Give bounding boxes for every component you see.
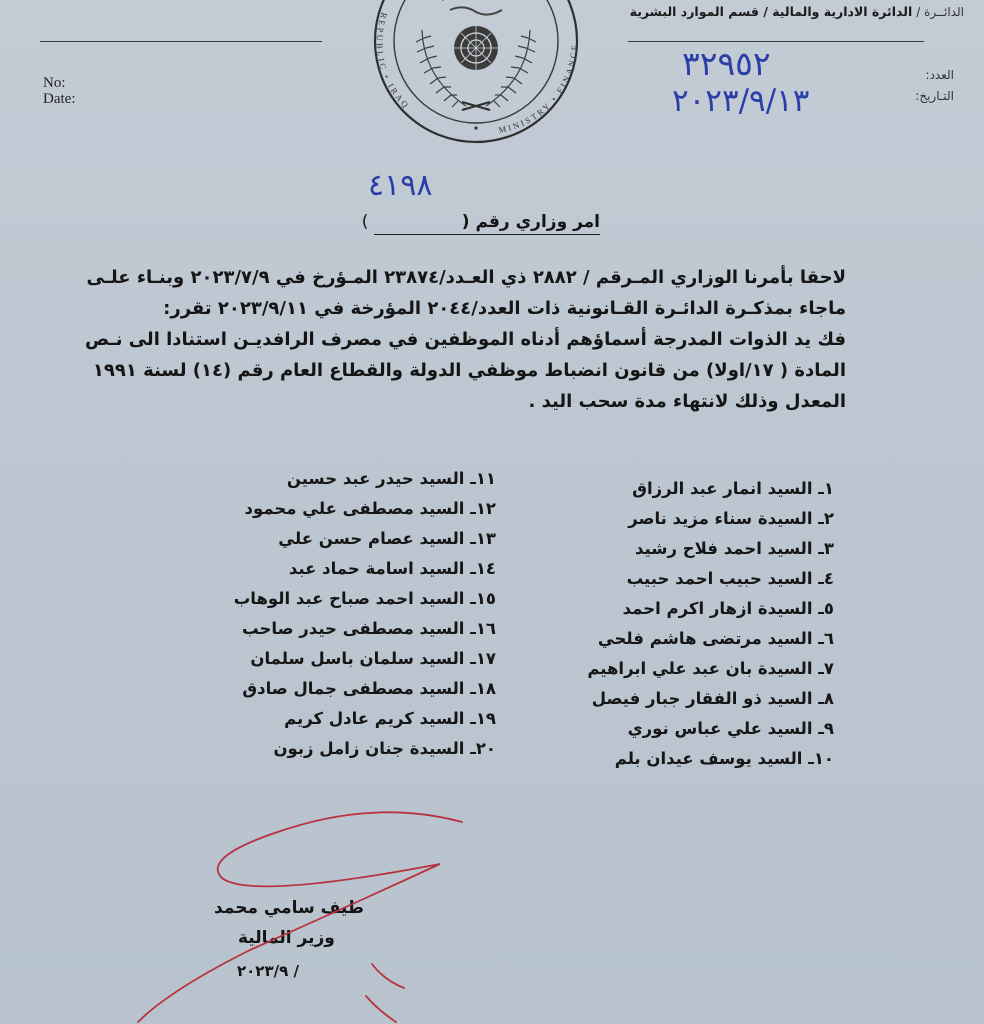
- list-item: ٩ـ السيد علي عباس نوري: [627, 719, 834, 738]
- list-item: ٢٠ـ السيدة جنان زامل زبون: [273, 739, 496, 758]
- body-line: فك يد الذوات المدرجة أسماؤهم أدناه الموظفين في مصرف الرافديـن استنادا الى نـص: [84, 329, 846, 350]
- list-item: ١٦ـ السيد مصطفى حيدر صاحب: [242, 619, 496, 638]
- no-label: No:: [43, 75, 66, 91]
- seal-text-left: REPUBLIC • IRAQ: [374, 11, 413, 112]
- number-label: العدد:: [925, 68, 954, 82]
- handwritten-reference-date: ٢٠٢٣/٩/١٣: [672, 83, 810, 119]
- list-item: ١٩ـ السيد كريم عادل كريم: [284, 709, 496, 728]
- list-item: ٤ـ السيد حبيب احمد حبيب: [626, 569, 834, 588]
- handwritten-reference-number: ٣٢٩٥٢: [682, 44, 771, 83]
- list-item: ١١ـ السيد حيدر عبد حسين: [286, 469, 496, 488]
- names-list-column-1: [587, 474, 834, 774]
- order-title-text: امر وزاري رقم (: [461, 212, 600, 232]
- signatory-name: طيف سامي محمد: [214, 898, 364, 918]
- ministry-seal-icon: [362, 0, 590, 144]
- order-title: [361, 212, 600, 235]
- signatory-title: وزير المالية: [238, 928, 335, 948]
- list-item: ١٣ـ السيد عصام حسن علي: [278, 529, 496, 548]
- body-line: المادة ( ١٧/اولا) من قانون انضباط موظفي الدولة والقطاع العام رقم (١٤) لسنة ١٩٩١: [92, 360, 846, 381]
- header-left-rule: [40, 41, 322, 42]
- list-item: ٦ـ السيد مرتضى هاشم فلحي: [597, 629, 834, 648]
- body-line: المعدل وذلك لانتهاء مدة سحب اليد .: [528, 391, 846, 412]
- list-item: ٢ـ السيدة سناء مزيد ناصر: [628, 509, 834, 528]
- list-item: ١٢ـ السيد مصطفى علي محمود: [244, 499, 496, 518]
- names-list-column-2: [234, 464, 496, 764]
- list-item: ١٧ـ السيد سلمان باسل سلمان: [250, 649, 496, 668]
- body-line: ماجاء بمذكـرة الدائـرة القـانونية ذات العدد/٢٠٤٤ المؤرخة في ٢٠٢٣/٩/١١ تقرر:: [163, 298, 846, 319]
- signature-date: / ٢٠٢٣/٩: [237, 962, 299, 980]
- list-item: ٨ـ السيد ذو الفقار جبار فيصل: [591, 689, 834, 708]
- date-label: Date:: [43, 91, 76, 107]
- order-body: [84, 262, 846, 417]
- handwritten-order-number: ٤١٩٨: [368, 168, 433, 203]
- seal-text-right: MINISTRY • FINANCE: [497, 42, 580, 136]
- department-label: الدائــرة /: [916, 5, 964, 19]
- list-item: ١٤ـ السيد اسامة حماد عبد: [288, 559, 496, 578]
- list-item: ١٨ـ السيد مصطفى جمال صادق: [242, 679, 496, 698]
- list-item: ٣ـ السيد احمد فلاح رشيد: [635, 539, 834, 558]
- order-title-close: ): [361, 212, 369, 232]
- list-item: ١٠ـ السيد يوسف عيدان بلم: [614, 749, 834, 768]
- list-item: ١ـ السيد انمار عبد الرزاق: [632, 479, 834, 498]
- department-value: الدائرة الادارية والمالية / قسم الموارد البشرية: [629, 4, 913, 19]
- list-item: ٧ـ السيدة بان عبد علي ابراهيم: [587, 659, 834, 678]
- header-right-rule: [628, 41, 924, 42]
- body-line: لاحقا بأمرنا الوزاري المـرقم / ٢٨٨٢ ذي العـدد/٢٣٨٧٤ المـؤرخ في ٢٠٢٣/٧/٩ وبنـاء علـى: [86, 267, 846, 288]
- list-item: ٥ـ السيدة ازهار اكرم احمد: [622, 599, 834, 618]
- department-line: [630, 4, 964, 19]
- list-item: ١٥ـ السيد احمد صباح عبد الوهاب: [233, 589, 496, 608]
- date-label-ar: التـاريخ:: [915, 89, 954, 103]
